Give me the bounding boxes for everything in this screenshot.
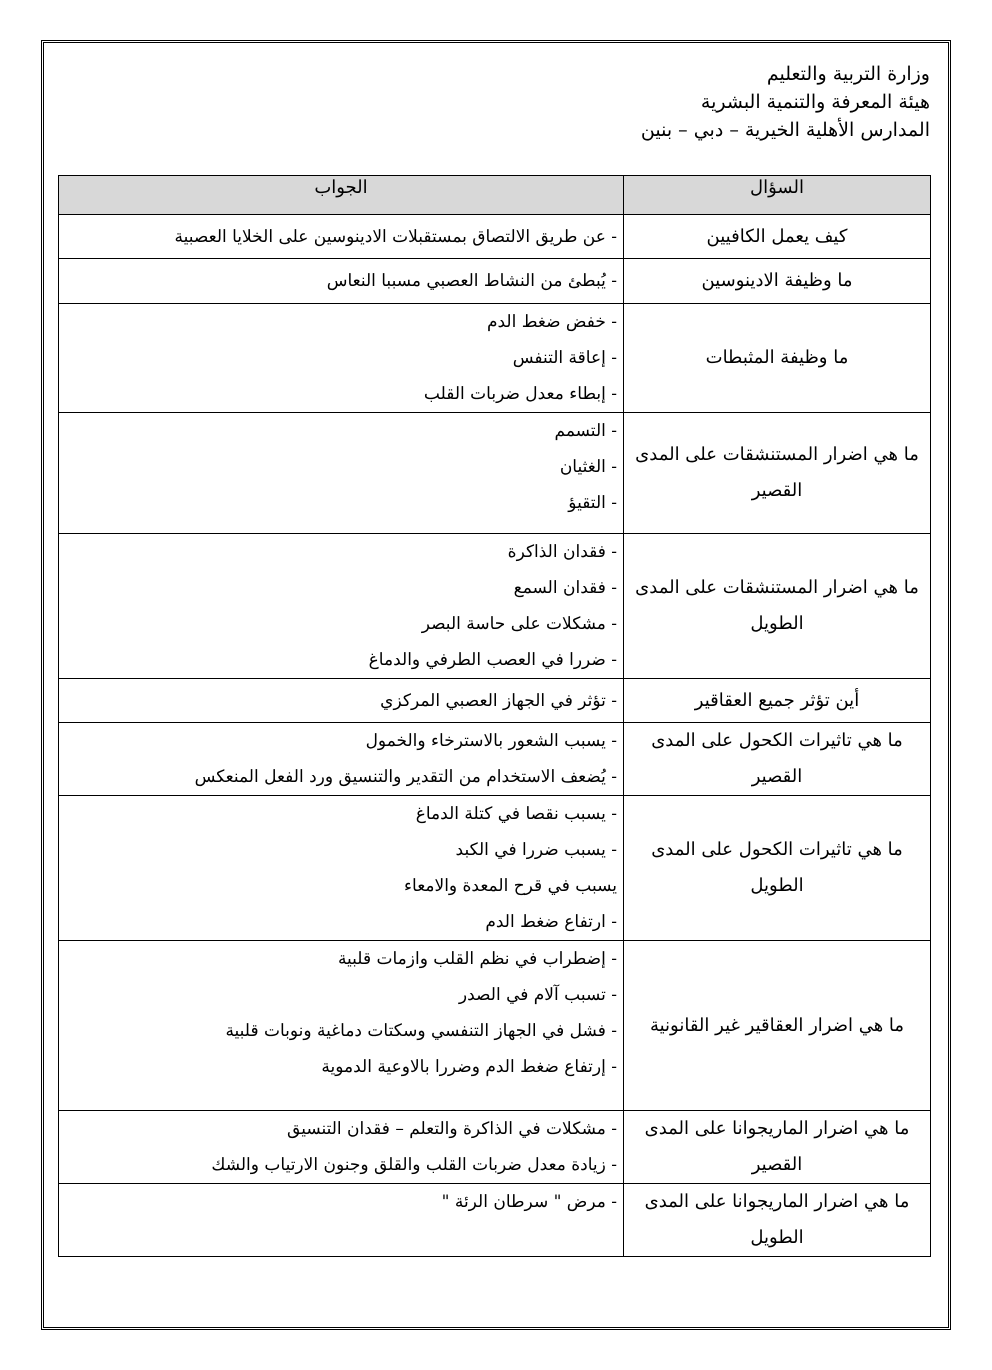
answer-cell (59, 534, 624, 679)
question-text: القصير (751, 766, 803, 787)
answer-text: - فقدان السمع (513, 578, 617, 598)
answer-text: - إعاقة التنفس (512, 348, 617, 368)
answer-cell (59, 679, 624, 723)
question-cell (624, 1184, 931, 1257)
answer-text: - إضطراب في نظم القلب وازمات قلبية (337, 949, 617, 969)
question-cell (624, 941, 931, 1111)
answer-text: - إرتفاع ضغط الدم وضررا بالاوعية الدموية (321, 1057, 617, 1077)
answer-text: - مشكلات في الذاكرة والتعلم – فقدان التنسيق (287, 1119, 617, 1139)
table-row (59, 259, 931, 304)
answer-cell (59, 304, 624, 413)
qa-table (58, 175, 931, 1257)
table-row (59, 534, 931, 679)
answer-text: - عن طريق الالتصاق بمستقبلات الادينوسين على الخلايا العصبية (174, 226, 617, 247)
table-row (59, 796, 931, 941)
answer-text: - يسبب ضررا في الكبد (455, 840, 617, 860)
answer-text: - مرض " سرطان الرئة " (441, 1192, 617, 1212)
table-header-row (59, 176, 931, 215)
document-header (430, 60, 930, 144)
answer-cell (59, 941, 624, 1111)
answer-text: - التسمم (554, 421, 617, 441)
question-text: ما هي اضرار المستنشقات على المدى (635, 444, 919, 465)
answer-text: - التقيؤ (568, 493, 617, 513)
question-text: القصير (751, 480, 803, 501)
authority-name: هيئة المعرفة والتنمية البشرية (700, 91, 930, 113)
answer-text: - ارتفاع ضغط الدم (485, 912, 617, 932)
question-text: القصير (751, 1154, 803, 1175)
question-cell (624, 304, 931, 413)
answer-text: - تسبب آلام في الصدر (458, 985, 617, 1005)
question-text: ما هي اضرار العقاقير غير القانونية (649, 1014, 905, 1036)
question-text: كيف يعمل الكافيين (706, 225, 848, 247)
question-column-header: السؤال (624, 176, 931, 215)
question-text: ما وظيفة الادينوسين (701, 270, 853, 291)
answer-text: - يسبب نقصا في كتلة الدماغ (415, 804, 617, 824)
question-text: الطويل (750, 1227, 804, 1248)
table-row (59, 723, 931, 796)
school-name: المدارس الأهلية الخيرية – دبي – بنين (640, 119, 930, 141)
table-row (59, 679, 931, 723)
answer-column-header: الجواب (59, 176, 624, 215)
answer-cell (59, 723, 624, 796)
question-text: الطويل (750, 875, 804, 896)
answer-text: - إبطاء معدل ضربات القلب (423, 384, 617, 404)
question-cell (624, 259, 931, 304)
answer-cell (59, 1184, 624, 1257)
question-text: ما هي اضرار الماريجوانا على المدى (644, 1118, 910, 1139)
table-row (59, 413, 931, 534)
table-row (59, 304, 931, 413)
table-row (59, 215, 931, 259)
question-text: ما هي اضرار الماريجوانا على المدى (644, 1191, 910, 1212)
answer-cell (59, 796, 624, 941)
answer-cell (59, 215, 624, 259)
question-text: ما هي تاثيرات الكحول على المدى (651, 730, 903, 751)
answer-cell (59, 413, 624, 534)
question-cell (624, 679, 931, 723)
question-text: أين تؤثر جميع العقاقير (694, 689, 860, 711)
answer-text: - الغثيان (559, 457, 617, 477)
question-text: الطويل (750, 613, 804, 634)
question-cell (624, 534, 931, 679)
table-row (59, 1111, 931, 1184)
question-text: ما هي اضرار المستنشقات على المدى (635, 577, 919, 598)
answer-text: - خفض ضغط الدم (486, 312, 617, 332)
answer-cell (59, 1111, 624, 1184)
question-text: ما هي تاثيرات الكحول على المدى (651, 839, 903, 860)
question-text: ما وظيفة المثبطات (705, 347, 849, 368)
answer-text: - زيادة معدل ضربات القلب والقلق وجنون الارتياب والشك (211, 1155, 617, 1175)
answer-text: - ضررا في العصب الطرفي والدماغ (368, 650, 617, 670)
answer-cell (59, 259, 624, 304)
table-row (59, 1184, 931, 1257)
answer-text: - فشل في الجهاز التنفسي وسكتات دماغية ونوبات قلبية (225, 1021, 617, 1041)
question-cell (624, 413, 931, 534)
table-row (59, 941, 931, 1111)
answer-text: - يسبب الشعور بالاسترخاء والخمول (365, 731, 617, 751)
question-cell (624, 796, 931, 941)
question-cell (624, 1111, 931, 1184)
answer-text: - فقدان الذاكرة (507, 542, 617, 562)
answer-text: - تؤثر في الجهاز العصبي المركزي (380, 690, 617, 711)
question-cell (624, 723, 931, 796)
answer-text: يسبب في قرح المعدة والامعاء (404, 876, 617, 896)
answer-text: - يُبطئ من النشاط العصبي مسببا النعاس (326, 271, 617, 291)
ministry-name: وزارة التربية والتعليم (766, 63, 930, 85)
answer-text: - مشكلات على حاسة البصر (421, 614, 617, 634)
answer-text: - يُضعف الاستخدام من التقدير والتنسيق ورد الفعل المنعكس (194, 767, 617, 787)
question-cell (624, 215, 931, 259)
